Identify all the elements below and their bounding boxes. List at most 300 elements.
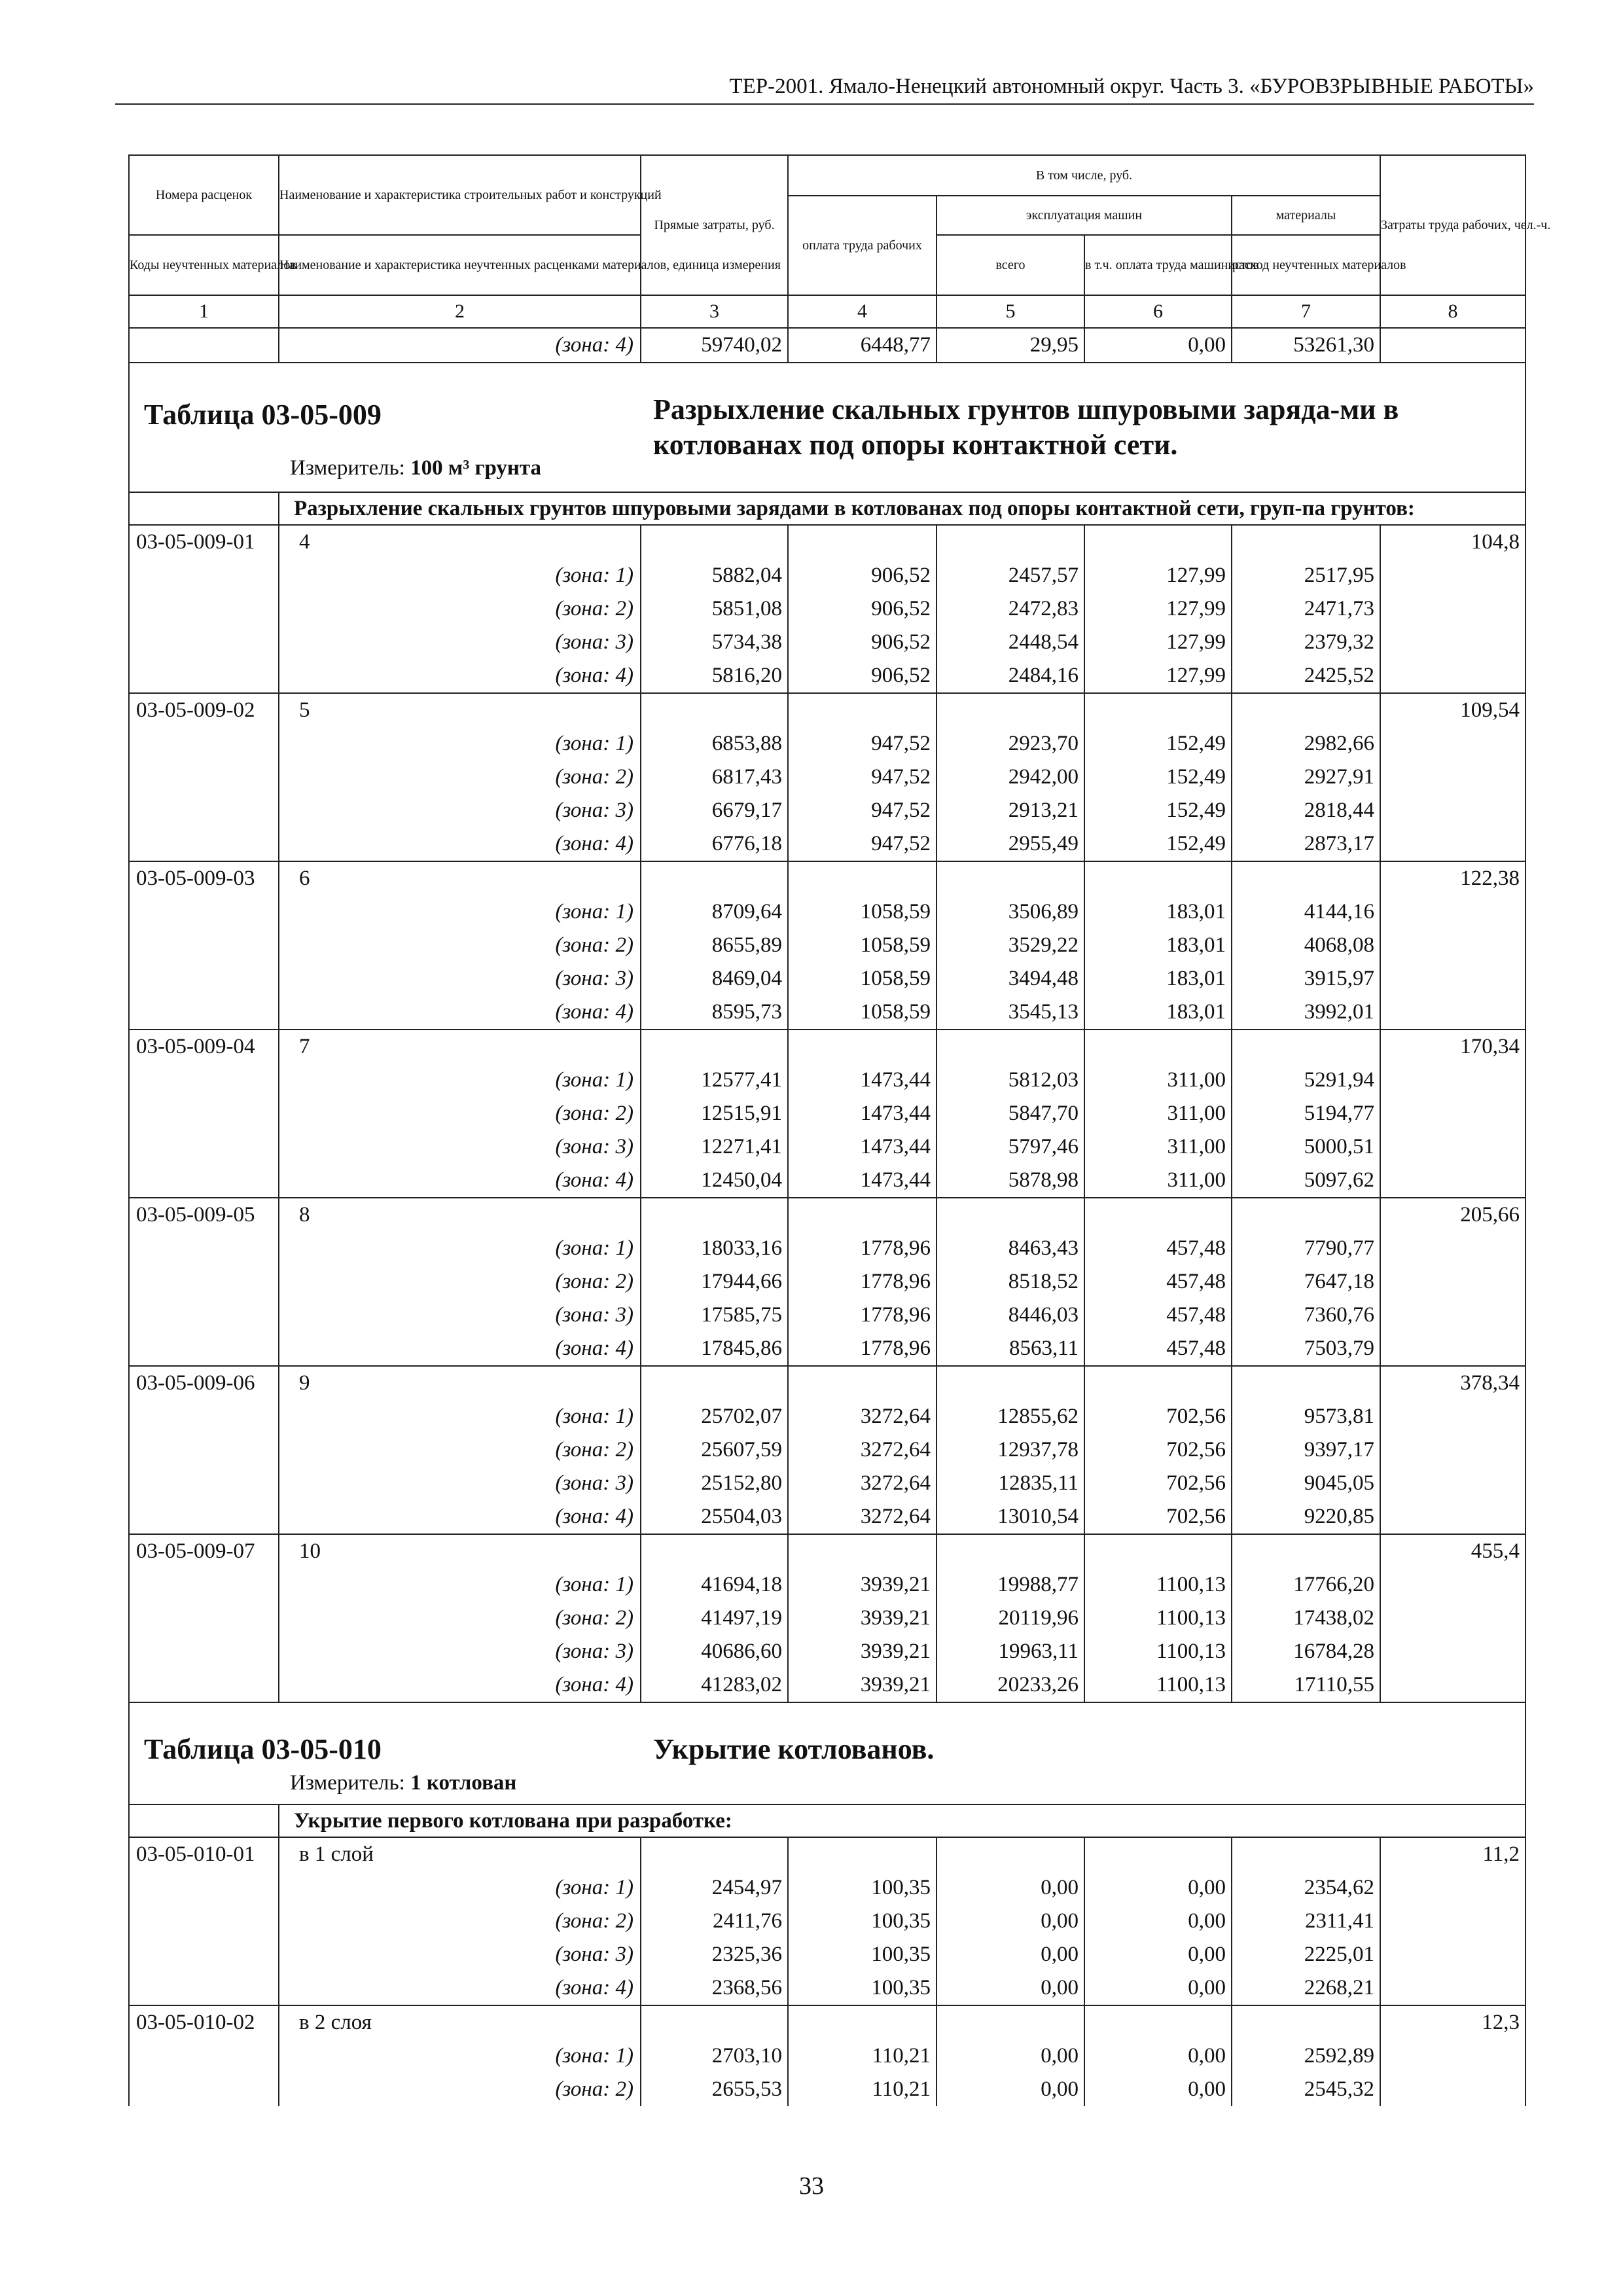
code-cell <box>129 929 279 962</box>
code-cell <box>129 996 279 1030</box>
empty-cell <box>1084 1030 1232 1064</box>
labor-cell <box>1380 761 1525 794</box>
machines-cost: 20233,26 <box>936 1668 1084 1702</box>
zone-row <box>129 626 1525 659</box>
rate-name: 7 <box>279 1030 641 1064</box>
measurement-unit <box>290 455 541 481</box>
labor-cell <box>1380 1265 1525 1299</box>
zone-row <box>129 1905 1525 1938</box>
rate-name: в 1 слой <box>279 1837 641 1871</box>
code-cell <box>129 1804 279 1837</box>
materials-cost: 5291,94 <box>1232 1064 1380 1097</box>
zone-label: (зона: 3) <box>279 1938 641 1971</box>
code-cell <box>129 1467 279 1500</box>
direct-cost: 59740,02 <box>641 328 788 363</box>
zone-label: (зона: 1) <box>279 727 641 761</box>
materials-cost: 4144,16 <box>1232 895 1380 929</box>
zone-row <box>129 592 1525 626</box>
labor-cell <box>1380 827 1525 861</box>
code-cell <box>129 1164 279 1198</box>
zone-row <box>129 1433 1525 1467</box>
direct-cost: 41694,18 <box>641 1568 788 1602</box>
measurement-value: 100 м³ грунта <box>410 456 542 480</box>
code-cell <box>129 328 279 363</box>
labor-cell <box>1380 659 1525 693</box>
group-heading-row <box>129 492 1525 525</box>
wages-cost: 3939,21 <box>788 1568 936 1602</box>
direct-cost: 2325,36 <box>641 1938 788 1971</box>
rate-code: 03-05-009-01 <box>129 525 279 559</box>
empty-cell <box>788 2005 936 2039</box>
zone-row <box>129 761 1525 794</box>
empty-cell <box>641 693 788 727</box>
materials-cost: 2592,89 <box>1232 2039 1380 2073</box>
code-cell <box>129 1668 279 1702</box>
machines-cost: 12835,11 <box>936 1467 1084 1500</box>
direct-cost: 40686,60 <box>641 1635 788 1668</box>
machines-cost: 3545,13 <box>936 996 1084 1030</box>
code-cell <box>129 1500 279 1534</box>
head-col3: Прямые затраты, руб. <box>641 155 788 295</box>
zone-row <box>129 1602 1525 1635</box>
labor-cell <box>1380 1064 1525 1097</box>
direct-cost: 2703,10 <box>641 2039 788 2073</box>
code-cell <box>129 761 279 794</box>
wages-cost: 1473,44 <box>788 1130 936 1164</box>
zone-label: (зона: 2) <box>279 592 641 626</box>
direct-cost: 17944,66 <box>641 1265 788 1299</box>
rate-name: 4 <box>279 525 641 559</box>
zone-label: (зона: 3) <box>279 1130 641 1164</box>
operators-cost: 183,01 <box>1084 929 1232 962</box>
group-heading: Разрыхление скальных грунтов шпуровыми зарядами в котлованах под опоры контактной сети, груп-па грунтов: <box>279 492 1525 525</box>
operators-cost: 183,01 <box>1084 895 1232 929</box>
wages-cost: 3939,21 <box>788 1668 936 1702</box>
code-cell <box>129 2073 279 2106</box>
code-cell <box>129 1971 279 2005</box>
direct-cost: 5816,20 <box>641 659 788 693</box>
machines-cost: 0,00 <box>936 1971 1084 2005</box>
materials-cost: 7647,18 <box>1232 1265 1380 1299</box>
zone-label: (зона: 3) <box>279 794 641 827</box>
direct-cost: 17585,75 <box>641 1299 788 1332</box>
wages-cost: 1778,96 <box>788 1232 936 1265</box>
empty-cell <box>1084 1534 1232 1568</box>
code-cell <box>129 1299 279 1332</box>
wages-cost: 110,21 <box>788 2073 936 2106</box>
materials-cost: 2471,73 <box>1232 592 1380 626</box>
rate-item-row <box>129 1030 1525 1064</box>
wages-cost: 100,35 <box>788 1938 936 1971</box>
empty-cell <box>1084 1837 1232 1871</box>
code-cell <box>129 1635 279 1668</box>
wages-cost: 947,52 <box>788 827 936 861</box>
code-cell <box>129 1568 279 1602</box>
labor-cost: 170,34 <box>1380 1030 1525 1064</box>
empty-cell <box>936 2005 1084 2039</box>
operators-cost: 457,48 <box>1084 1299 1232 1332</box>
zone-label: (зона: 3) <box>279 962 641 996</box>
direct-cost: 8595,73 <box>641 996 788 1030</box>
code-cell <box>129 827 279 861</box>
direct-cost: 12515,91 <box>641 1097 788 1130</box>
head-machines-label: эксплуатация машин <box>936 196 1232 235</box>
zone-label: (зона: 2) <box>279 1602 641 1635</box>
materials-cost: 17438,02 <box>1232 1602 1380 1635</box>
code-cell <box>129 559 279 592</box>
labor-cell <box>1380 626 1525 659</box>
zone-row <box>129 559 1525 592</box>
materials-cost: 2311,41 <box>1232 1905 1380 1938</box>
direct-cost: 25607,59 <box>641 1433 788 1467</box>
direct-cost: 6776,18 <box>641 827 788 861</box>
labor-cell <box>1380 592 1525 626</box>
labor-cell <box>1380 2073 1525 2106</box>
code-cell <box>129 1905 279 1938</box>
machines-cost: 0,00 <box>936 1871 1084 1905</box>
operators-cost: 702,56 <box>1084 1500 1232 1534</box>
direct-cost: 6817,43 <box>641 761 788 794</box>
operators-cost: 152,49 <box>1084 761 1232 794</box>
wages-cost: 3272,64 <box>788 1467 936 1500</box>
zone-row <box>129 929 1525 962</box>
wages-cost: 1058,59 <box>788 929 936 962</box>
zone-label: (зона: 4) <box>279 996 641 1030</box>
labor-cell <box>1380 1299 1525 1332</box>
materials-cost: 17110,55 <box>1232 1668 1380 1702</box>
head-materials-label: материалы <box>1232 196 1380 235</box>
code-cell <box>129 727 279 761</box>
zone-row <box>129 996 1525 1030</box>
wages-cost: 6448,77 <box>788 328 936 363</box>
materials-cost: 5097,62 <box>1232 1164 1380 1198</box>
operators-cost: 152,49 <box>1084 727 1232 761</box>
wages-cost: 110,21 <box>788 2039 936 2073</box>
operators-cost: 0,00 <box>1084 1905 1232 1938</box>
materials-cost: 2425,52 <box>1232 659 1380 693</box>
rate-name: 8 <box>279 1198 641 1232</box>
operators-cost: 127,99 <box>1084 626 1232 659</box>
wages-cost: 1473,44 <box>788 1164 936 1198</box>
wages-cost: 906,52 <box>788 626 936 659</box>
running-header: ТЕР-2001. Ямало-Ненецкий автономный округ. Часть 3. «БУРОВЗРЫВНЫЕ РАБОТЫ» <box>729 75 1534 98</box>
materials-cost: 3992,01 <box>1232 996 1380 1030</box>
materials-cost: 5194,77 <box>1232 1097 1380 1130</box>
labor-cell <box>1380 1871 1525 1905</box>
machines-cost: 5812,03 <box>936 1064 1084 1097</box>
direct-cost: 6853,88 <box>641 727 788 761</box>
direct-cost: 2454,97 <box>641 1871 788 1905</box>
wages-cost: 906,52 <box>788 592 936 626</box>
machines-cost: 0,00 <box>936 1938 1084 1971</box>
code-cell <box>129 659 279 693</box>
table-title-row <box>129 363 1525 492</box>
materials-cost: 53261,30 <box>1232 328 1380 363</box>
empty-cell <box>788 1534 936 1568</box>
labor-cell <box>1380 1668 1525 1702</box>
labor-cell <box>1380 794 1525 827</box>
head-col2-bottom: Наименование и характеристика неучтенных расценками материалов, единица измерения <box>279 235 641 295</box>
operators-cost: 0,00 <box>1084 2039 1232 2073</box>
empty-cell <box>1084 1198 1232 1232</box>
direct-cost: 25504,03 <box>641 1500 788 1534</box>
materials-cost: 7790,77 <box>1232 1232 1380 1265</box>
materials-cost: 2545,32 <box>1232 2073 1380 2106</box>
labor-cost: 11,2 <box>1380 1837 1525 1871</box>
code-cell <box>129 492 279 525</box>
table-body <box>129 155 1551 2106</box>
machines-cost: 5797,46 <box>936 1130 1084 1164</box>
machines-cost: 2472,83 <box>936 592 1084 626</box>
empty-cell <box>788 693 936 727</box>
code-cell <box>129 1332 279 1366</box>
operators-cost: 702,56 <box>1084 1467 1232 1500</box>
wages-cost: 3939,21 <box>788 1602 936 1635</box>
operators-cost: 1100,13 <box>1084 1602 1232 1635</box>
labor-cell <box>1380 895 1525 929</box>
empty-cell <box>788 1837 936 1871</box>
machines-cost: 8446,03 <box>936 1299 1084 1332</box>
zone-label: (зона: 1) <box>279 1568 641 1602</box>
machines-cost: 19963,11 <box>936 1635 1084 1668</box>
head-col4: оплата труда рабочих <box>788 196 936 295</box>
col-number: 2 <box>279 295 641 328</box>
empty-cell <box>936 1030 1084 1064</box>
empty-cell <box>1232 1198 1380 1232</box>
machines-cost: 2484,16 <box>936 659 1084 693</box>
table-title: Укрытие котлованов. <box>653 1733 935 1765</box>
zone-row <box>129 827 1525 861</box>
labor-cost: 122,38 <box>1380 861 1525 895</box>
machines-cost: 2448,54 <box>936 626 1084 659</box>
empty-cell <box>788 861 936 895</box>
operators-cost: 127,99 <box>1084 592 1232 626</box>
machines-cost: 13010,54 <box>936 1500 1084 1534</box>
machines-cost: 12937,78 <box>936 1433 1084 1467</box>
head-col8: Затраты труда рабочих, чел.-ч. <box>1380 155 1525 295</box>
code-cell <box>129 1265 279 1299</box>
direct-cost: 12271,41 <box>641 1130 788 1164</box>
zone-row <box>129 1265 1525 1299</box>
zone-label: (зона: 1) <box>279 1232 641 1265</box>
wages-cost: 100,35 <box>788 1871 936 1905</box>
empty-cell <box>788 1198 936 1232</box>
materials-cost: 16784,28 <box>1232 1635 1380 1668</box>
zone-label: (зона: 4) <box>279 1332 641 1366</box>
empty-cell <box>936 693 1084 727</box>
empty-cell <box>936 1366 1084 1400</box>
operators-cost: 1100,13 <box>1084 1668 1232 1702</box>
empty-cell <box>1084 1366 1232 1400</box>
materials-cost: 7360,76 <box>1232 1299 1380 1332</box>
materials-cost: 2225,01 <box>1232 1938 1380 1971</box>
rate-item-row <box>129 861 1525 895</box>
machines-cost: 2942,00 <box>936 761 1084 794</box>
empty-cell <box>1084 525 1232 559</box>
rate-name: 9 <box>279 1366 641 1400</box>
empty-cell <box>1232 861 1380 895</box>
empty-cell <box>641 1198 788 1232</box>
rate-code: 03-05-009-07 <box>129 1534 279 1568</box>
labor-cell <box>1380 1164 1525 1198</box>
labor-cell <box>1380 1938 1525 1971</box>
zone-row <box>129 1299 1525 1332</box>
materials-cost: 2268,21 <box>1232 1971 1380 2005</box>
labor-cost: 455,4 <box>1380 1534 1525 1568</box>
labor-cost: 205,66 <box>1380 1198 1525 1232</box>
wages-cost: 1058,59 <box>788 962 936 996</box>
head-col7: расход неучтенных материалов <box>1232 235 1380 295</box>
wages-cost: 100,35 <box>788 1971 936 2005</box>
direct-cost: 8655,89 <box>641 929 788 962</box>
table-title-block <box>129 363 1525 492</box>
zone-label: (зона: 3) <box>279 1299 641 1332</box>
zone-label: (зона: 2) <box>279 1097 641 1130</box>
empty-cell <box>641 861 788 895</box>
direct-cost: 5882,04 <box>641 559 788 592</box>
price-table <box>128 154 1551 2106</box>
machines-cost: 2923,70 <box>936 727 1084 761</box>
operators-cost: 127,99 <box>1084 659 1232 693</box>
empty-cell <box>641 1534 788 1568</box>
labor-cell <box>1380 1097 1525 1130</box>
operators-cost: 152,49 <box>1084 827 1232 861</box>
labor-cell <box>1380 328 1525 363</box>
machines-cost: 5847,70 <box>936 1097 1084 1130</box>
code-cell <box>129 1064 279 1097</box>
machines-cost: 2955,49 <box>936 827 1084 861</box>
rate-item-row <box>129 2005 1525 2039</box>
wages-cost: 1778,96 <box>788 1299 936 1332</box>
empty-cell <box>936 525 1084 559</box>
labor-cell <box>1380 1433 1525 1467</box>
empty-cell <box>641 1366 788 1400</box>
zone-row <box>129 1938 1525 1971</box>
machines-cost: 3506,89 <box>936 895 1084 929</box>
machines-cost: 0,00 <box>936 2039 1084 2073</box>
col-number: 8 <box>1380 295 1525 328</box>
rate-code: 03-05-009-04 <box>129 1030 279 1064</box>
operators-cost: 183,01 <box>1084 996 1232 1030</box>
labor-cell <box>1380 1500 1525 1534</box>
code-cell <box>129 1938 279 1971</box>
zone-row <box>129 1568 1525 1602</box>
wages-cost: 1473,44 <box>788 1064 936 1097</box>
empty-cell <box>936 1837 1084 1871</box>
empty-cell <box>936 1198 1084 1232</box>
group-heading: Укрытие первого котлована при разработке: <box>279 1804 1525 1837</box>
operators-cost: 183,01 <box>1084 962 1232 996</box>
direct-cost: 12577,41 <box>641 1064 788 1097</box>
direct-cost: 18033,16 <box>641 1232 788 1265</box>
direct-cost: 25152,80 <box>641 1467 788 1500</box>
zone-row <box>129 1467 1525 1500</box>
zone-row <box>129 1635 1525 1668</box>
materials-cost: 2982,66 <box>1232 727 1380 761</box>
machines-cost: 29,95 <box>936 328 1084 363</box>
rate-name: 10 <box>279 1534 641 1568</box>
operators-cost: 457,48 <box>1084 1232 1232 1265</box>
labor-cell <box>1380 962 1525 996</box>
labor-cell <box>1380 2039 1525 2073</box>
rate-name: в 2 слоя <box>279 2005 641 2039</box>
zone-row <box>129 1400 1525 1433</box>
rate-item-row <box>129 1198 1525 1232</box>
zone-row <box>129 1232 1525 1265</box>
code-cell <box>129 592 279 626</box>
direct-cost: 12450,04 <box>641 1164 788 1198</box>
rate-code: 03-05-009-05 <box>129 1198 279 1232</box>
materials-cost: 2379,32 <box>1232 626 1380 659</box>
zone-row <box>129 1971 1525 2005</box>
direct-cost: 8469,04 <box>641 962 788 996</box>
direct-cost: 2368,56 <box>641 1971 788 2005</box>
code-cell <box>129 1871 279 1905</box>
empty-cell <box>1084 693 1232 727</box>
zone-label: (зона: 2) <box>279 1433 641 1467</box>
labor-cell <box>1380 1130 1525 1164</box>
labor-cost: 12,3 <box>1380 2005 1525 2039</box>
materials-cost: 2818,44 <box>1232 794 1380 827</box>
materials-cost: 9045,05 <box>1232 1467 1380 1500</box>
empty-cell <box>1232 1837 1380 1871</box>
empty-cell <box>641 2005 788 2039</box>
zone-row <box>129 1064 1525 1097</box>
col-number: 7 <box>1232 295 1380 328</box>
empty-cell <box>1084 2005 1232 2039</box>
zone-label: (зона: 4) <box>279 1971 641 2005</box>
materials-cost: 4068,08 <box>1232 929 1380 962</box>
operators-cost: 702,56 <box>1084 1433 1232 1467</box>
empty-cell <box>788 1366 936 1400</box>
zone-row <box>129 1668 1525 1702</box>
carry-over-row <box>129 328 1525 363</box>
operators-cost: 702,56 <box>1084 1400 1232 1433</box>
code-cell <box>129 1602 279 1635</box>
code-cell <box>129 962 279 996</box>
wages-cost: 1778,96 <box>788 1332 936 1366</box>
zone-label: (зона: 3) <box>279 1467 641 1500</box>
measurement-unit <box>290 1770 516 1796</box>
operators-cost: 0,00 <box>1084 2073 1232 2106</box>
rate-item-row <box>129 525 1525 559</box>
labor-cell <box>1380 1332 1525 1366</box>
zone-label: (зона: 1) <box>279 1064 641 1097</box>
direct-cost: 17845,86 <box>641 1332 788 1366</box>
zone-row <box>129 1097 1525 1130</box>
zone-row <box>129 1500 1525 1534</box>
head-col1-top: Номера расценок <box>129 155 279 235</box>
machines-cost: 8463,43 <box>936 1232 1084 1265</box>
zone-row <box>129 727 1525 761</box>
empty-cell <box>1232 525 1380 559</box>
col-number: 4 <box>788 295 936 328</box>
direct-cost: 25702,07 <box>641 1400 788 1433</box>
empty-cell <box>1232 1366 1380 1400</box>
empty-cell <box>641 1030 788 1064</box>
empty-cell <box>1232 693 1380 727</box>
empty-cell <box>1232 1030 1380 1064</box>
wages-cost: 100,35 <box>788 1905 936 1938</box>
materials-cost: 2517,95 <box>1232 559 1380 592</box>
head-col2-top: Наименование и характеристика строительных работ и конструкций <box>279 155 641 235</box>
measurement-prefix: Измеритель: <box>290 1771 411 1795</box>
zone-label: (зона: 4) <box>279 659 641 693</box>
code-cell <box>129 794 279 827</box>
zone-label: (зона: 1) <box>279 1871 641 1905</box>
empty-cell <box>936 861 1084 895</box>
labor-cell <box>1380 1971 1525 2005</box>
